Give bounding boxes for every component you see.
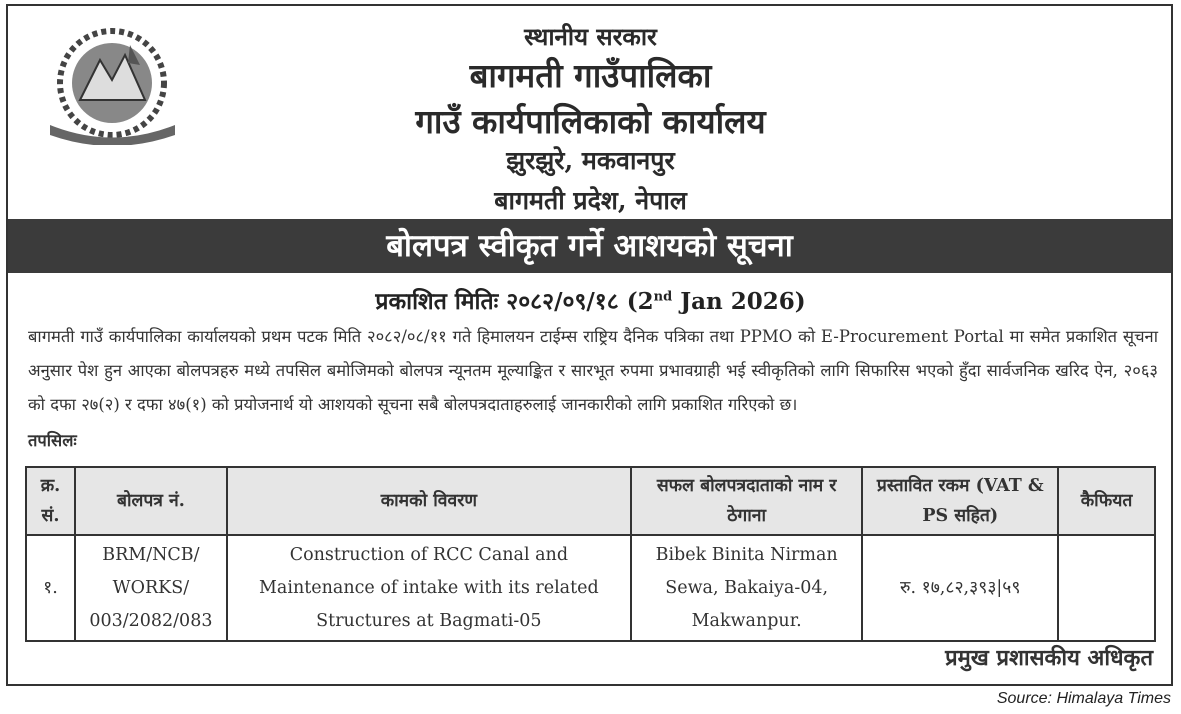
- col-bidder: सफल बोलपत्रदाताको नाम र ठेगाना: [631, 467, 863, 535]
- col-remarks: कैफियत: [1058, 467, 1155, 535]
- cell-amount: रु. १७,८२,३९३|५९: [862, 535, 1058, 641]
- cell-remarks: [1058, 535, 1155, 641]
- municipality-name: बागमती गाउँपालिका: [469, 56, 712, 95]
- bid-table: [25, 466, 1156, 642]
- cell-serial: १.: [26, 535, 75, 641]
- published-date-en: (2nd Jan 2026): [626, 288, 806, 315]
- signatory-title: प्रमुख प्रशासकीय अधिकृत: [945, 645, 1153, 671]
- table-header-row: [26, 467, 1155, 535]
- office-name: गाउँ कार्यपालिकाको कार्यालय: [415, 102, 766, 141]
- notice-body: बागमती गाउँ कार्यपालिका कार्यालयको प्रथम पटक मिति २०८२/०८/११ गते हिमालयन टाईम्स राष्ट्रिय दैनिक पत्रिका तथा PPMO को E-Procurement Portal मा समेत प्रकाशित सूचना अनुसार पेश हुन आएका बोलपत्रहरु मध्ये तपसिल बमोजिमको बोलपत्र न्यूनतम मूल्याङ्कित र सारभूत रुपमा प्रभावग्राही भई स्वीकृतिको लागि सिफारिस भएको हुँदा सार्वजनिक खरिद ऐन, २०६३ को दफा २७(२) र दफा ४७(१) को प्रयोजनार्थ यो आशयको सूचना सबै बोलपत्रदाताहरुलाई जानकारीको लागि प्रकाशित गरिएको छ।: [28, 327, 1158, 414]
- cell-bid-no: BRM/NCB/ WORKS/ 003/2082/083: [75, 535, 227, 641]
- province-country: बागमती प्रदेश, नेपाल: [494, 186, 687, 215]
- published-date: [0, 284, 1181, 316]
- col-description: कामको विवरण: [227, 467, 631, 535]
- published-date-label: प्रकाशित मितिः २०८२/०९/१८: [375, 288, 619, 315]
- notice-title-banner: बोलपत्र स्वीकृत गर्ने आशयको सूचना: [8, 219, 1171, 273]
- col-bid-no: बोलपत्र नं.: [75, 467, 227, 535]
- table-row: [26, 535, 1155, 641]
- local-government-label: स्थानीय सरकार: [524, 22, 657, 51]
- office-address: झुरझुरे, मकवानपुर: [506, 146, 675, 175]
- details-label: तपसिलः: [28, 431, 77, 450]
- cell-description: Construction of RCC Canal and Maintenance of intake with its related Structures at Bagmati-05: [227, 535, 631, 641]
- source-credit: Source: Himalaya Times: [996, 690, 1171, 707]
- col-amount: प्रस्तावित रकम (VAT & PS सहित): [862, 467, 1058, 535]
- cell-bidder: Bibek Binita Nirman Sewa, Bakaiya-04, Makwanpur.: [631, 535, 863, 641]
- col-serial: क्र. सं.: [26, 467, 75, 535]
